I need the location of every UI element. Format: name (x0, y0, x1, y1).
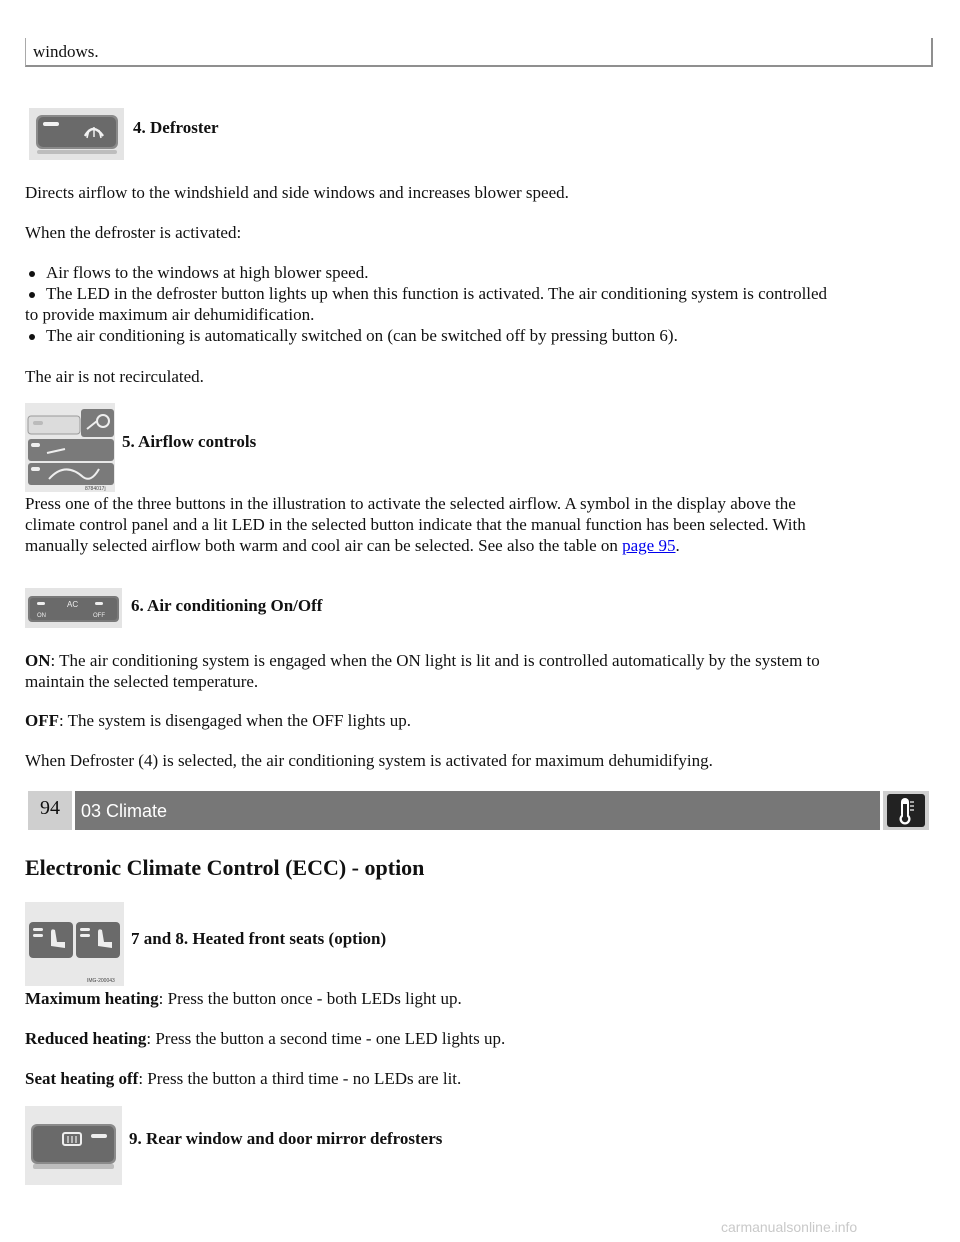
previous-section-fragment (25, 38, 933, 67)
ac-button-image (25, 588, 122, 628)
fragment-text: windows. (33, 42, 99, 61)
airflow-controls-image (25, 403, 115, 492)
defroster-button-image (29, 108, 124, 160)
ac-on-paragraph: ON: The air conditioning system is engaged when the ON light is lit and is controlled automatically by the system to maintain the selected temperature. (25, 651, 820, 691)
svg-text:IMG-200043: IMG-200043 (87, 978, 115, 984)
section-heading-ac: 6. Air conditioning On/Off (131, 596, 323, 615)
heated-seat-icon (25, 902, 124, 986)
seat-heating-off-paragraph: Seat heating off: Press the button a third time - no LEDs are lit. (25, 1069, 462, 1088)
section-heading-rear-defroster: 9. Rear window and door mirror defrosters (129, 1129, 443, 1148)
chapter-title: 03 Climate (75, 791, 880, 830)
svg-text:8784017j: 8784017j (85, 486, 106, 492)
airflow-icon (25, 403, 115, 492)
defroster-bullet-list (25, 262, 935, 346)
section-heading-heated-seats: 7 and 8. Heated front seats (option) (131, 929, 387, 948)
ecc-section-title: Electronic Climate Control (ECC) - option (25, 855, 425, 880)
paragraph: The air is not recirculated. (25, 367, 204, 386)
svg-text:ON: ON (37, 613, 46, 619)
airflow-paragraph: Press one of the three buttons in the illustration to activate the selected airflow. A symbol in the display above the climate control panel and a lit LED in the selected button indicate that the manual function has been selected. With manually selected airflow both warm and cool air can be selected. See also the table on page 95. (25, 494, 806, 555)
paragraph: Directs airflow to the windshield and side windows and increases blower speed. (25, 183, 569, 202)
list-item: The LED in the defroster button lights up when this function is activated. The air conditioning system is controlled to provide maximum air dehumidification. (25, 283, 935, 325)
page-number: 94 (28, 791, 72, 830)
watermark: carmanualsonline.info (721, 1219, 858, 1235)
thermometer-icon (883, 791, 929, 830)
paragraph: When the defroster is activated: (25, 223, 242, 242)
paragraph: When Defroster (4) is selected, the air conditioning system is activated for maximum dehumidifying. (25, 751, 713, 770)
section-heading-defroster: 4. Defroster (133, 118, 219, 137)
chapter-icon-box (883, 791, 929, 830)
chapter-bar (28, 791, 933, 830)
svg-text:AC: AC (67, 600, 79, 609)
max-heating-paragraph: Maximum heating: Press the button once - both LEDs light up. (25, 989, 462, 1008)
list-item: Air flows to the windows at high blower speed. (25, 262, 935, 283)
section-heading-airflow: 5. Airflow controls (122, 432, 257, 451)
ac-on-off-icon (25, 588, 122, 628)
svg-text:OFF: OFF (93, 613, 105, 619)
ac-off-paragraph: OFF: The system is disengaged when the OFF lights up. (25, 711, 411, 730)
heated-seats-image (25, 902, 124, 986)
defroster-icon (29, 108, 124, 160)
rear-defroster-icon (25, 1106, 122, 1185)
list-item: The air conditioning is automatically switched on (can be switched off by pressing button 6). (25, 325, 935, 346)
reduced-heating-paragraph: Reduced heating: Press the button a second time - one LED lights up. (25, 1029, 506, 1048)
page-95-link[interactable]: page 95 (622, 536, 676, 555)
rear-defroster-image (25, 1106, 122, 1185)
